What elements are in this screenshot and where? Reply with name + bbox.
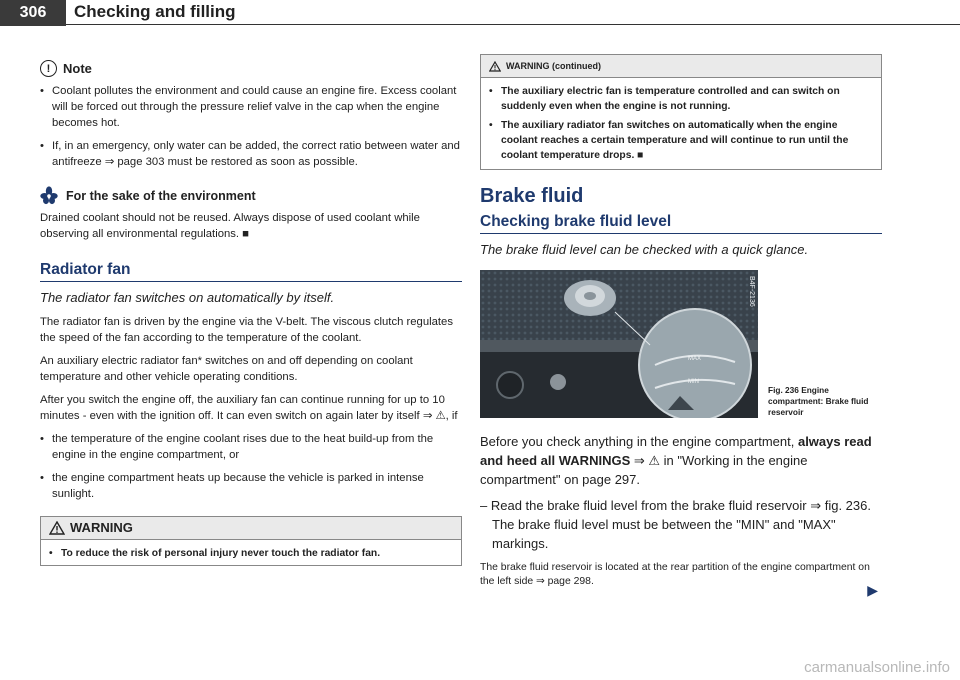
radiator-paragraph-1: The radiator fan is driven by the engine via the V-belt. The viscous clutch regulates the speed of the fan according to the temperature of the coolant. bbox=[40, 316, 453, 344]
brake-fluid-location-note: The brake fluid reservoir is located at the rear partition of the engine compartment on the left side ⇒ page 298. bbox=[480, 562, 870, 587]
note-icon: ! bbox=[40, 60, 57, 77]
radiator-fan-lead: The radiator fan switches on automatically by itself. bbox=[40, 290, 335, 305]
max-mark: MAX bbox=[688, 356, 702, 362]
continue-arrow-icon: ▶ bbox=[867, 582, 878, 598]
warning-continued-body bbox=[481, 78, 881, 169]
warning-continued-box bbox=[480, 54, 882, 170]
radiator-paragraph-3: After you switch the engine off, the auxiliary fan can continue running for up to 10 minutes - even with the ignition off. It can even switch on again later by itself ⇒ ⚠, if bbox=[40, 394, 458, 422]
brake-fluid-section-title: Brake fluid bbox=[480, 185, 584, 207]
warning-box bbox=[40, 516, 462, 566]
figure-row bbox=[480, 270, 882, 418]
brake-fluid-subheading: Checking brake fluid level bbox=[480, 214, 882, 234]
watermark: carmanualsonline.info bbox=[804, 659, 950, 676]
radiator-fan-heading: Radiator fan bbox=[40, 262, 462, 282]
engine-compartment-image bbox=[480, 270, 758, 418]
warning-continued-bullet-1: • The auxiliary electric fan is temperature controlled and can switch on suddenly even when the engine is not running. bbox=[489, 86, 840, 112]
warning-continued-bullet-2: • The auxiliary radiator fan switches on automatically when the engine coolant reaches a certain temperature and will continue to run until the coolant temperature drops. ■ bbox=[489, 120, 849, 161]
left-column bbox=[40, 60, 462, 566]
environment-text: Drained coolant should not be reused. Always dispose of used coolant while observing all environmental regulations. ■ bbox=[40, 212, 420, 240]
note-bullet-2: • If, in an emergency, only water can be added, the correct ratio between water and antifreeze ⇒ page 303 must be restored as soon as possible. bbox=[40, 140, 460, 168]
environment-heading-text: For the sake of the environment bbox=[66, 189, 256, 203]
warning-continued-heading-text: WARNING (continued) bbox=[506, 61, 601, 71]
header-rule bbox=[66, 24, 960, 25]
warning-heading-text: WARNING bbox=[70, 520, 133, 535]
warning-bullet-1: • To reduce the risk of personal injury never touch the radiator fan. bbox=[49, 548, 381, 559]
radiator-paragraph-2: An auxiliary electric radiator fan* switches on and off depending on coolant temperature and other vehicle operating conditions. bbox=[40, 355, 413, 383]
brake-fluid-lead: The brake fluid level can be checked with a quick glance. bbox=[480, 242, 809, 257]
page-header-title: Checking and filling bbox=[74, 2, 236, 21]
page-number: 306 bbox=[0, 0, 66, 26]
warning-icon bbox=[49, 521, 65, 535]
figure-caption: Fig. 236 Engine compartment: Brake fluid reservoir bbox=[768, 385, 869, 417]
brake-fluid-intro: Before you check anything in the engine compartment, always read and heed all WARNINGS ⇒ ⚠ in "Working in the engine compartment" on page 297. bbox=[480, 434, 872, 487]
figure-code: B4F-2136 bbox=[748, 276, 755, 307]
warning-heading bbox=[41, 517, 461, 540]
warning-continued-heading bbox=[481, 55, 881, 78]
min-mark: MIN bbox=[688, 379, 699, 385]
brake-fluid-step: – Read the brake fluid level from the brake fluid reservoir ⇒ fig. 236. The brake fluid level must be between the "MIN" and "MAX" markings. bbox=[480, 498, 871, 551]
brake-fluid-figure bbox=[480, 270, 758, 418]
environment-heading bbox=[40, 186, 462, 206]
note-heading bbox=[40, 60, 462, 77]
radiator-bullet-2: • the engine compartment heats up because the vehicle is parked in intense sunlight. bbox=[40, 472, 424, 500]
note-bullet-1: • Coolant pollutes the environment and could cause an engine fire. Excess coolant will be forced out through the pressure relief valve in the cap when the engine becomes hot. bbox=[40, 85, 457, 129]
note-heading-text: Note bbox=[63, 60, 92, 76]
environment-icon bbox=[40, 186, 58, 206]
radiator-bullet-1: • the temperature of the engine coolant rises due to the heat build-up from the engine in the engine compartment, or bbox=[40, 433, 434, 461]
warning-icon bbox=[489, 61, 501, 72]
right-column bbox=[480, 54, 882, 596]
